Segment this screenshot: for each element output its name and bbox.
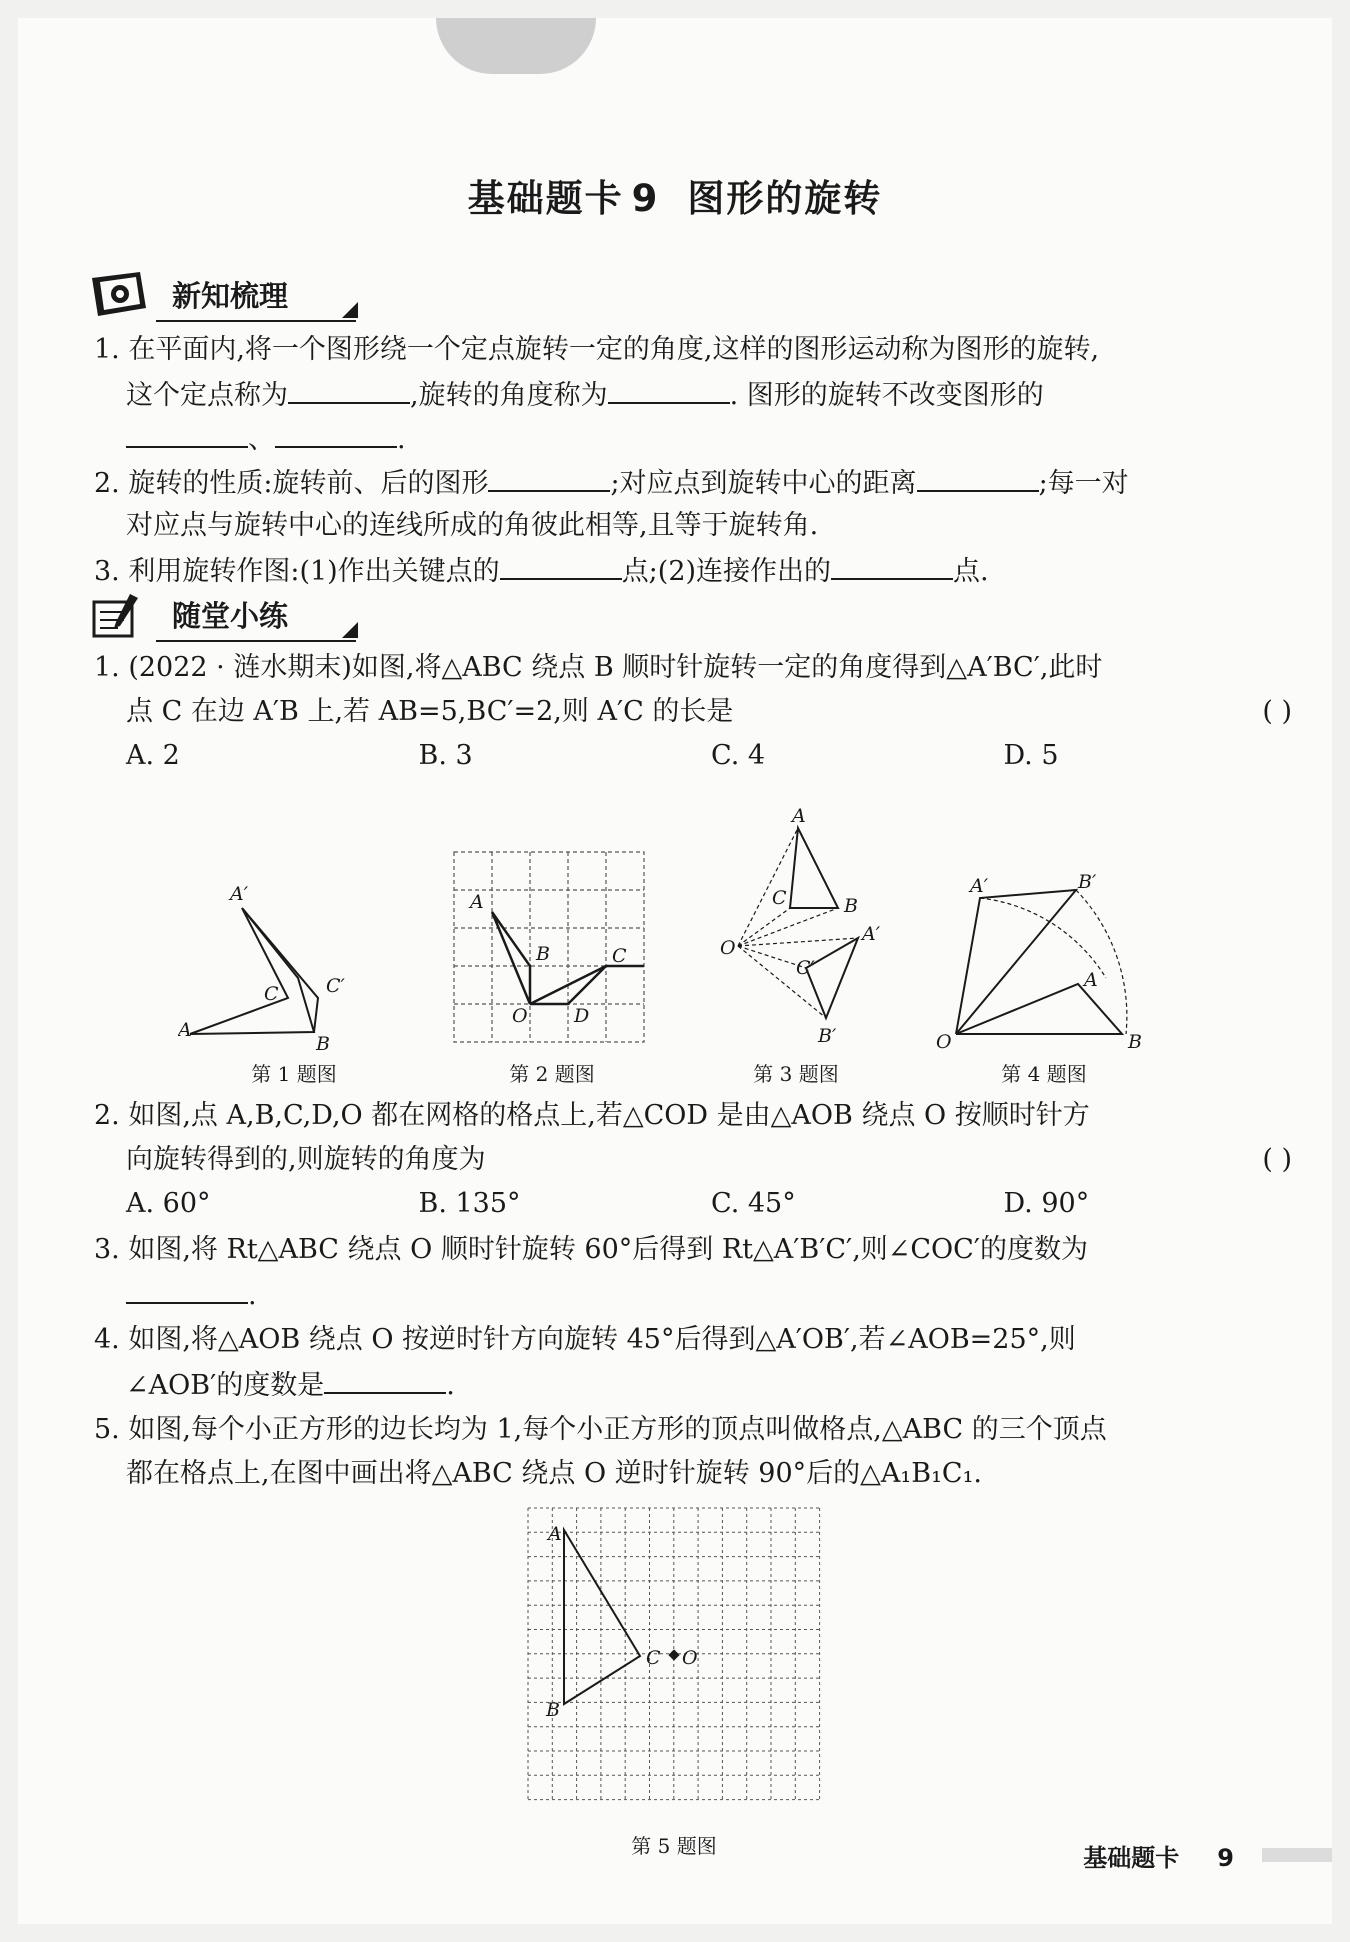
option-a[interactable]: A. 60° — [126, 1188, 211, 1219]
label-b: B — [546, 1699, 560, 1721]
answer-blank[interactable] — [324, 1362, 446, 1394]
answer-blank[interactable] — [831, 548, 953, 580]
label-a: A — [548, 1523, 562, 1545]
label-b: B — [1128, 1031, 1142, 1053]
title-topic: 图形的旋转 — [687, 177, 883, 220]
section-title-practice: 随堂小练 — [172, 599, 289, 633]
label-c: C — [772, 887, 787, 909]
section-underline — [156, 320, 356, 322]
page-title — [18, 168, 1332, 222]
label-c-prime: C′ — [796, 957, 815, 979]
label-o: O — [936, 1031, 952, 1053]
option-a[interactable]: A. 2 — [126, 740, 180, 771]
label-b: B — [844, 895, 858, 917]
q5-line2: 都在格点上,在图中画出将△ABC 绕点 O 逆时针旋转 90°后的△A₁B₁C₁. — [126, 1458, 982, 1489]
q4-line1: 4. 如图,将△AOB 绕点 O 按逆时针方向旋转 45°后得到△A′OB′,若∠AOB=25°,则 — [94, 1324, 1076, 1355]
title-prefix: 基础题卡 — [467, 177, 624, 220]
title-number: 9 — [631, 177, 660, 220]
book-icon — [90, 272, 150, 318]
answer-blank[interactable] — [500, 548, 622, 580]
question-4 — [94, 1318, 1296, 1406]
knowledge-p3: 3. 利用旋转作图:(1)作出关键点的 点;(2)连接作出的 点. — [94, 548, 1296, 592]
option-c[interactable]: C. 4 — [711, 740, 766, 771]
label-a: A — [792, 805, 806, 827]
answer-blank[interactable] — [608, 372, 730, 404]
q4-line2: ∠AOB′的度数是 . — [94, 1362, 1296, 1406]
footer-label: 基础题卡 — [1083, 1844, 1180, 1872]
q2-options — [94, 1182, 1296, 1226]
footer-bar — [1262, 1848, 1332, 1862]
option-b[interactable]: B. 135° — [418, 1188, 521, 1219]
question-5 — [94, 1408, 1296, 1496]
section-underline — [156, 640, 356, 642]
label-a: A — [470, 891, 484, 913]
label-a-prime: A′ — [230, 883, 249, 905]
label-a-prime: A′ — [970, 875, 989, 897]
option-c[interactable]: C. 45° — [711, 1188, 796, 1219]
question-2 — [94, 1094, 1296, 1226]
caption-figure-4: 第 4 题图 — [1001, 1062, 1087, 1086]
caption-figure-2: 第 2 题图 — [509, 1062, 595, 1086]
label-b-prime: B′ — [818, 1025, 837, 1047]
section-triangle — [342, 302, 358, 318]
caption-figure-1: 第 1 题图 — [251, 1062, 337, 1086]
q2-line2: 向旋转得到的,则旋转的角度为 ( ) — [94, 1138, 1296, 1182]
answer-blank[interactable] — [275, 416, 397, 448]
q1-line2: 点 C 在边 A′B 上,若 AB=5,BC′=2,则 A′C 的长是 ( ) — [94, 690, 1296, 734]
knowledge-p2-line1: 2. 旋转的性质:旋转前、后的图形 ;对应点到旋转中心的距离 ;每一对 — [94, 460, 1296, 504]
label-a: A — [178, 1019, 192, 1041]
label-a-prime: A′ — [862, 923, 881, 945]
worksheet-page — [18, 18, 1332, 1924]
answer-blank[interactable] — [917, 460, 1039, 492]
answer-blank[interactable] — [126, 1272, 248, 1304]
q1-options — [94, 734, 1296, 778]
q2-line1: 2. 如图,点 A,B,C,D,O 都在网格的格点上,若△COD 是由△AOB 绕点 O 按顺时针方 — [94, 1100, 1090, 1131]
page-footer — [1083, 1838, 1234, 1873]
label-a: A — [1084, 969, 1098, 991]
page-number: 9 — [1217, 1844, 1234, 1872]
label-d: D — [574, 1005, 590, 1027]
label-b-prime: B′ — [1078, 871, 1097, 893]
q3-line2: . — [94, 1272, 1296, 1316]
option-d[interactable]: D. 5 — [1003, 740, 1059, 771]
label-b: B — [536, 943, 550, 965]
section-header-practice — [90, 590, 360, 642]
knowledge-p1-line3: 、 . — [94, 416, 1296, 460]
answer-blank[interactable] — [288, 372, 410, 404]
answer-parens[interactable]: ( ) — [1262, 1144, 1292, 1175]
knowledge-p1-line1: 1. 在平面内,将一个图形绕一个定点旋转一定的角度,这样的图形运动称为图形的旋转, — [94, 334, 1100, 365]
q5-line1: 5. 如图,每个小正方形的边长均为 1,每个小正方形的顶点叫做格点,△ABC 的三个顶点 — [94, 1414, 1107, 1445]
label-c: C — [612, 945, 627, 967]
figure-5[interactable] — [524, 1504, 824, 1822]
caption-figure-5: 第 5 题图 — [631, 1834, 717, 1858]
figure-4 — [926, 858, 1156, 1058]
section-title-knowledge: 新知梳理 — [172, 279, 289, 313]
knowledge-p1-line2: 这个定点称为 ,旋转的角度称为 . 图形的旋转不改变图形的 — [94, 372, 1296, 416]
label-c: C — [264, 983, 279, 1005]
q1-line1: 1. (2022 · 涟水期末)如图,将△ABC 绕点 B 顺时针旋转一定的角度得到△A′BC′,此时 — [94, 652, 1103, 683]
label-o: O — [720, 937, 736, 959]
section-header-knowledge — [90, 270, 360, 322]
binder-tab — [436, 18, 596, 74]
label-c-prime: C′ — [326, 975, 345, 997]
question-3 — [94, 1228, 1296, 1316]
label-b: B — [316, 1033, 330, 1055]
caption-figure-3: 第 3 题图 — [753, 1062, 839, 1086]
q3-line1: 3. 如图,将 Rt△ABC 绕点 O 顺时针旋转 60°后得到 Rt△A′B′C′,则∠COC′的度数为 — [94, 1234, 1088, 1265]
answer-blank[interactable] — [488, 460, 610, 492]
label-o: O — [682, 1647, 698, 1669]
section-triangle — [342, 622, 358, 638]
knowledge-points — [94, 328, 1296, 592]
label-o: O — [512, 1005, 528, 1027]
figure-2 — [428, 836, 688, 1061]
figure-3 — [698, 798, 928, 1058]
notebook-pen-icon — [90, 592, 150, 638]
answer-parens[interactable]: ( ) — [1262, 696, 1292, 727]
label-c: C — [646, 1647, 661, 1669]
option-d[interactable]: D. 90° — [1003, 1188, 1090, 1219]
figure-1 — [178, 858, 378, 1058]
question-1 — [94, 646, 1296, 778]
knowledge-p2-line2: 对应点与旋转中心的连线所成的角彼此相等,且等于旋转角. — [126, 510, 819, 541]
option-b[interactable]: B. 3 — [418, 740, 473, 771]
answer-blank[interactable] — [126, 416, 248, 448]
